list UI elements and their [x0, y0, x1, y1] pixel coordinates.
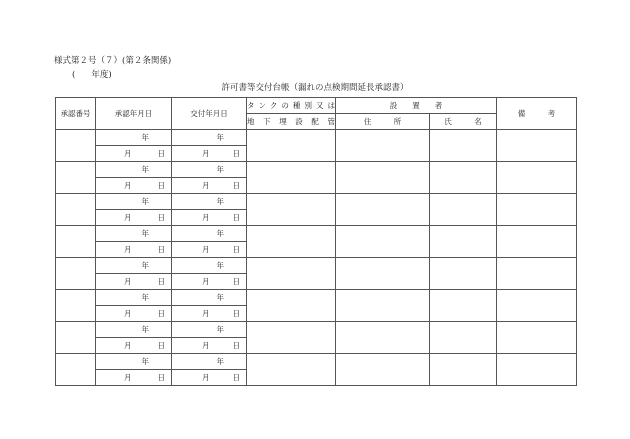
- unit-day: 日: [232, 309, 240, 318]
- cell-approval-no[interactable]: [56, 322, 96, 354]
- unit-year: 年: [141, 229, 149, 238]
- cell-approval-date-md[interactable]: [96, 242, 172, 258]
- cell-approval-date-md[interactable]: [96, 274, 172, 290]
- cell-issue-date-year[interactable]: [172, 322, 247, 338]
- cell-address[interactable]: [336, 130, 430, 162]
- unit-year: 年: [141, 165, 149, 174]
- cell-address[interactable]: [336, 322, 430, 354]
- cell-address[interactable]: [336, 290, 430, 322]
- unit-day: 日: [157, 149, 165, 158]
- cell-approval-date-year[interactable]: [96, 322, 172, 338]
- col-header-name: 氏 名: [430, 114, 497, 130]
- unit-year: 年: [216, 229, 224, 238]
- unit-month: 月: [202, 309, 210, 318]
- unit-day: 日: [157, 181, 165, 190]
- table-row: [56, 194, 577, 210]
- year-suffix: 年度): [91, 70, 112, 80]
- cell-address[interactable]: [336, 226, 430, 258]
- cell-approval-date-md[interactable]: [96, 210, 172, 226]
- form-label: 様式第２号（７）(第２条関係): [54, 56, 172, 66]
- cell-tank-type[interactable]: [247, 162, 336, 194]
- unit-month: 月: [202, 341, 210, 350]
- cell-approval-date-md[interactable]: [96, 178, 172, 194]
- cell-issue-date-md[interactable]: [172, 210, 247, 226]
- unit-month: 月: [202, 277, 210, 286]
- cell-approval-date-md[interactable]: [96, 306, 172, 322]
- unit-day: 日: [157, 341, 165, 350]
- unit-year: 年: [141, 293, 149, 302]
- cell-approval-date-year[interactable]: [96, 226, 172, 242]
- unit-year: 年: [141, 133, 149, 142]
- unit-year: 年: [216, 293, 224, 302]
- cell-issue-date-year[interactable]: [172, 226, 247, 242]
- cell-name[interactable]: [430, 130, 497, 162]
- unit-year: 年: [216, 261, 224, 270]
- unit-month: 月: [202, 373, 210, 382]
- cell-remarks[interactable]: [497, 226, 577, 258]
- unit-year: 年: [141, 197, 149, 206]
- unit-day: 日: [157, 245, 165, 254]
- unit-month: 月: [124, 277, 132, 286]
- cell-address[interactable]: [336, 258, 430, 290]
- unit-month: 月: [124, 213, 132, 222]
- unit-day: 日: [157, 277, 165, 286]
- unit-month: 月: [124, 181, 132, 190]
- cell-name[interactable]: [430, 226, 497, 258]
- unit-day: 日: [232, 181, 240, 190]
- col-header-approval-no: 承認番号: [56, 98, 96, 130]
- unit-day: 日: [232, 373, 240, 382]
- table-row: [56, 322, 577, 338]
- unit-day: 日: [232, 149, 240, 158]
- cell-tank-type[interactable]: [247, 226, 336, 258]
- cell-remarks[interactable]: [497, 194, 577, 226]
- unit-year: 年: [141, 261, 149, 270]
- unit-month: 月: [202, 213, 210, 222]
- cell-issue-date-md[interactable]: [172, 242, 247, 258]
- cell-approval-date-year[interactable]: [96, 354, 172, 370]
- cell-approval-no[interactable]: [56, 226, 96, 258]
- unit-month: 月: [202, 181, 210, 190]
- cell-issue-date-md[interactable]: [172, 178, 247, 194]
- unit-month: 月: [124, 309, 132, 318]
- cell-name[interactable]: [430, 322, 497, 354]
- col-header-installer: 設 置 者: [336, 98, 497, 114]
- cell-remarks[interactable]: [497, 322, 577, 354]
- cell-tank-type[interactable]: [247, 290, 336, 322]
- cell-issue-date-year[interactable]: [172, 162, 247, 178]
- cell-approval-date-md[interactable]: [96, 146, 172, 162]
- unit-year: 年: [141, 357, 149, 366]
- unit-month: 月: [124, 341, 132, 350]
- cell-issue-date-year[interactable]: [172, 130, 247, 146]
- unit-month: 月: [202, 245, 210, 254]
- cell-approval-no[interactable]: [56, 290, 96, 322]
- unit-month: 月: [124, 245, 132, 254]
- cell-name[interactable]: [430, 258, 497, 290]
- cell-tank-type[interactable]: [247, 354, 336, 386]
- cell-issue-date-md[interactable]: [172, 370, 247, 386]
- cell-tank-type[interactable]: [247, 258, 336, 290]
- cell-name[interactable]: [430, 290, 497, 322]
- cell-address[interactable]: [336, 162, 430, 194]
- document-title: 許可書等交付台帳（漏れの点検期間延長承認書）: [221, 83, 409, 93]
- header-row: [56, 98, 577, 114]
- table-row: [56, 162, 577, 178]
- unit-day: 日: [232, 277, 240, 286]
- cell-approval-no[interactable]: [56, 258, 96, 290]
- col-header-pipe: 地下埋設配管: [247, 114, 336, 130]
- cell-approval-date-year[interactable]: [96, 130, 172, 146]
- cell-issue-date-year[interactable]: [172, 194, 247, 210]
- cell-approval-no[interactable]: [56, 162, 96, 194]
- col-header-remarks: 備 考: [497, 98, 577, 130]
- cell-issue-date-year[interactable]: [172, 290, 247, 306]
- cell-remarks[interactable]: [497, 354, 577, 386]
- unit-day: 日: [157, 373, 165, 382]
- cell-approval-no[interactable]: [56, 354, 96, 386]
- table-row: [56, 258, 577, 274]
- cell-approval-date-md[interactable]: [96, 370, 172, 386]
- year-open-paren: (: [72, 70, 76, 80]
- cell-tank-type[interactable]: [247, 130, 336, 162]
- cell-issue-date-md[interactable]: [172, 338, 247, 354]
- cell-issue-date-year[interactable]: [172, 354, 247, 370]
- unit-year: 年: [141, 325, 149, 334]
- cell-name[interactable]: [430, 162, 497, 194]
- unit-month: 月: [202, 149, 210, 158]
- unit-day: 日: [157, 309, 165, 318]
- cell-approval-no[interactable]: [56, 194, 96, 226]
- cell-tank-type[interactable]: [247, 194, 336, 226]
- unit-year: 年: [216, 325, 224, 334]
- cell-address[interactable]: [336, 354, 430, 386]
- cell-approval-date-year[interactable]: [96, 194, 172, 210]
- table-row: [56, 290, 577, 306]
- cell-issue-date-md[interactable]: [172, 146, 247, 162]
- cell-approval-no[interactable]: [56, 130, 96, 162]
- table-row: [56, 130, 577, 146]
- fiscal-year-line: [72, 68, 112, 80]
- cell-remarks[interactable]: [497, 130, 577, 162]
- cell-address[interactable]: [336, 194, 430, 226]
- table-row: [56, 226, 577, 242]
- cell-approval-date-year[interactable]: [96, 162, 172, 178]
- cell-approval-date-year[interactable]: [96, 290, 172, 306]
- unit-day: 日: [232, 245, 240, 254]
- unit-day: 日: [232, 341, 240, 350]
- cell-issue-date-year[interactable]: [172, 258, 247, 274]
- cell-name[interactable]: [430, 194, 497, 226]
- ledger-table: [55, 97, 577, 386]
- col-header-address: 住 所: [336, 114, 430, 130]
- unit-year: 年: [216, 197, 224, 206]
- unit-month: 月: [124, 149, 132, 158]
- col-header-tank-type: タンクの種別又は: [247, 98, 336, 114]
- col-header-approval-date: 承認年月日: [96, 98, 172, 130]
- unit-year: 年: [216, 165, 224, 174]
- unit-day: 日: [232, 213, 240, 222]
- cell-issue-date-md[interactable]: [172, 274, 247, 290]
- cell-issue-date-md[interactable]: [172, 306, 247, 322]
- table-row: [56, 354, 577, 370]
- unit-month: 月: [124, 373, 132, 382]
- cell-remarks[interactable]: [497, 290, 577, 322]
- unit-year: 年: [216, 133, 224, 142]
- cell-approval-date-year[interactable]: [96, 258, 172, 274]
- cell-remarks[interactable]: [497, 162, 577, 194]
- cell-tank-type[interactable]: [247, 322, 336, 354]
- col-header-issue-date: 交付年月日: [172, 98, 247, 130]
- unit-day: 日: [157, 213, 165, 222]
- cell-remarks[interactable]: [497, 258, 577, 290]
- cell-approval-date-md[interactable]: [96, 338, 172, 354]
- unit-year: 年: [216, 357, 224, 366]
- cell-name[interactable]: [430, 354, 497, 386]
